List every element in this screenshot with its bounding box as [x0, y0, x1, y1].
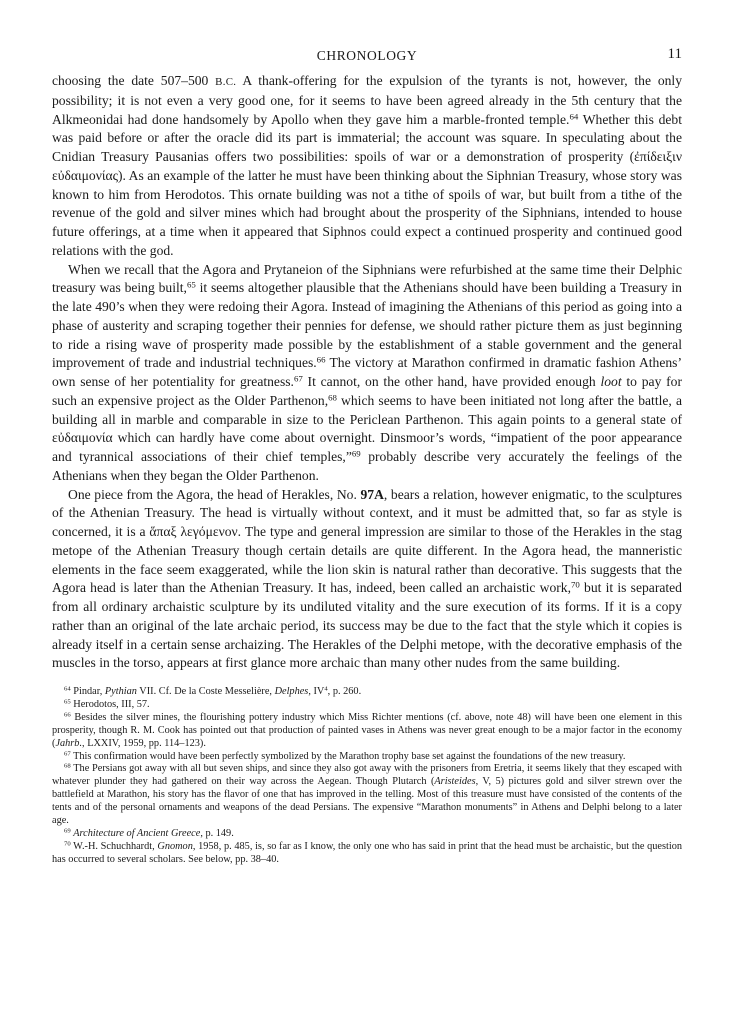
book-page [52, 42, 682, 867]
footnote: $^{64}$ Pindar, Pythian VII. Cf. De la Coste Messelière, Delphes, $IV^4$, p. 260. [64, 685, 362, 697]
footnote: $^{65}$ Herodotos, III, 57. [64, 698, 150, 710]
footnote: $^{68}$ The Persians got away with all but seven ships, and since they also got away with the prisoners from Eretria, it seems likely that they escaped with whatever plunder they had gathered on their way across the Aegean. Though Plutarch (Aristeides, V, 5) pictures gold and silver strewn over the battlefield at Marathon, his story has the flavor of one that has improved in the telling. Most of this treasure must have consisted of the contents of the tents and of the personal ornaments and weapons of the dead Persians. The expensive “Marathon monuments” in Athens and Delphi belong to a later age. [52, 763, 682, 827]
body-paragraph: One piece from the Agora, the head of Herakles, No. 97A, bears a relation, however enigmatic, to the sculptures of the Athenian Treasury. The head is virtually without context, and it must be admitted that, so far as style is concerned, it is a ἅπαξ λεγόμενον. The type and general impression are similar to those of the Herakles in the stag metope of the Athenian Treasury though certain details are quite different. In the Agora head, the manneristic elements in the face seem exaggerated, while the lion skin is natural rather than decorative. This suggests that the Agora head is later than the Athenian Treasury. It has, indeed, been called an archaistic work,$^{70}$ but it is separated from all ordinary archaistic sculpture by its undiluted vitality and the sure execution of its forms. If it is a copy rather than an original of the late archaic period, its success may be due to the fact that the style which it copies is already itself in a certain sense archaizing. The Herakles of the Delphi metope, with the decorative emphasis of the muscles in the torso, appears at first glance more archaic than many other nudes from the same building. [52, 486, 682, 671]
footnote: $^{70}$ W.-H. Schuchhardt, Gnomon, 1958, p. 485, is, so far as I know, the only one who has said in print that the head must be archaistic, but the question has occurred to several scholars. See below, pp. 38–40. [52, 840, 683, 865]
main-text [52, 72, 682, 673]
footnote: $^{66}$ Besides the silver mines, the flourishing pottery industry which Miss Richter mentions (cf. above, note 48) will have been one element in this prosperity, though R. M. Cook has pointed out that production of painted vases in Athens was never great enough to be a major factor in the economy (Jahrb., LXXIV, 1959, pp. 114–123). [52, 711, 682, 749]
running-head: CHRONOLOGY [316, 48, 418, 63]
page-header [52, 42, 682, 68]
body-paragraph: When we recall that the Agora and Prytaneion of the Siphnians were refurbished at the same time their Delphic treasury was being built,$^{65}$ it seems altogether plausible that the Athenians should have been building a Treasury in the late 490’s when they were redoing their Agora. Instead of imagining the Athenians of this period as going into a phase of austerity and scraping together their pennies for defense, we should rather picture them as just beginning to ride a rising wave of prosperity made possible by the establishment of a stable government and the general improvement of trade and industrial techniques.$^{66}$ The victory at Marathon confirmed in dramatic fashion Athens’ own sense of her potentiality for greatness.$^{67}$ It cannot, on the other hand, have provided enough loot to pay for such an expensive project as the Older Parthenon,$^{68}$ which seems to have been initiated not long after the battle, a building all in marble and comparable in size to the Periclean Parthenon. This again points to a general state of εὐδαιμονία which can hardly have come about overnight. Dinsmoor’s words, “impatient of the poor appearance and tyrannical associations of their chief temples,”$^{69}$ probably describe very accurately the feelings of the Athenians when they began the Older Parthenon. [52, 261, 682, 483]
footnote: $^{69}$ Architecture of Ancient Greece, p. 149. [64, 827, 234, 839]
page-number: 11 [667, 46, 682, 62]
footnotes [52, 686, 682, 867]
footnote: $^{67}$ This confirmation would have been perfectly symbolized by the Marathon trophy base set against the foundations of the new treasury. [64, 750, 626, 762]
body-paragraph: choosing the date 507–500 B.C. A thank-offering for the expulsion of the tyrants is not, however, the only possibility; it is not even a very good one, for it seems to have been agreed already in the 5th century that the Alkmeonidai had done handsomely by Apollo when they gave him a marble-fronted temple.$^{64}$ Whether this debt was paid before or after the oracle did its part is immaterial; the account was square. In speculating about the Cnidian Treasury Pausanias offers two possibilities: spoils of war or a demonstration of prosperity (ἐπίδειξιν εὐδαιμονίας). As an example of the latter he must have been thinking about the Siphnian Treasury, whose story was known to him from Herodotos. This ornate building was not a tithe of spoils of war, but built from a tithe of the revenue of the gold and silver mines which had brought about the prosperity of the Siphnians, intended to house future offerings, at a time when it appeared that Siphnos could expect a continued prosperity and continued good relations with the god. [52, 73, 682, 258]
